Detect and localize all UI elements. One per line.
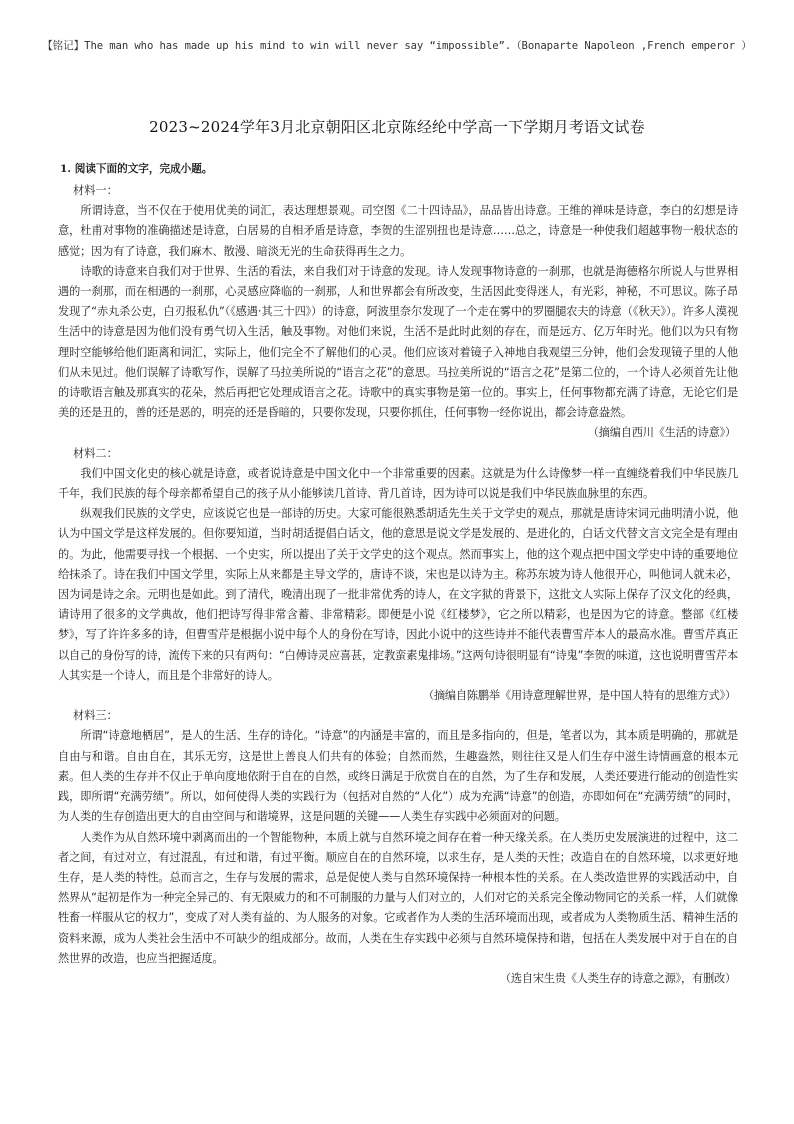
question-heading: 1. 阅读下面的文字，完成小题。 [60, 163, 213, 175]
page-title: 2023~2024学年3月北京朝阳区北京陈经纶中学高一下学期月考语文试卷 [149, 118, 645, 136]
material-3-source: （选自宋生贵《人类生存的诗意之源》，有删改） [499, 971, 736, 985]
material-1-label: 材料一： [73, 184, 118, 197]
material-2-paragraph: 我们中国文化史的核心就是诗意，或者说诗意是中国文化中一个非常重要的因素。这就是为什么诗像梦一样一直缠绕着我们中华民族几千年，我们民族的每个母亲都希望自己的孩子从小能够读几首诗、背几首诗，因为诗可以说是我们中华民族血脉里的东西。 [58, 466, 738, 501]
material-1-paragraph: 诗歌的诗意来自我们对于世界、生活的看法，来自我们对于诗意的发现。诗人发现事物诗意的一刹那，也就是海德格尔所说人与世界相遇的一刹那，而在相遇的一刹那，心灵感应降临的一刹那，人和世界都会有所改变，生活因此变得迷人，有光彩，神秘，不可思议。陈子昂发现了“赤丸杀公吏，白刃报私仇”（《感遇·其三十四》）的诗意，阿波里奈尔发现了一个走在雾中的罗圈腿农夫的诗意（《秋天》）。许多人漠视生活中的诗意是因为他们没有勇气切入生活，触及事物。对他们来说，生活不是此时此刻的存在，而是远方、亿万年时光。他们以为只有物理时空能够给他们距离和词汇，实际上，他们完全不了解他们的心灵。他们应该对着镜子入神地自我观望三分钟，他们会发现镜子里的人他们从未见过。他们误解了诗歌写作，误解了马拉美所说的“语言之花”的意思。马拉美所说的“语言之花”是第二位的，一个诗人必须首先让他的诗歌语言触及那真实的花朵，然后再把它处理成语言之花。诗歌中的真实事物是第一位的。事实上，任何事物都充满了诗意，无论它们是美的还是丑的，善的还是恶的，明亮的还是昏暗的，只要你发现，只要你抓住，任何事物一经你说出，都会诗意盎然。 [58, 264, 738, 420]
material-3-paragraph: 所谓“诗意地栖居”，是人的生活、生存的诗化。“诗意”的内涵是丰富的，而且是多指向的，但是，笔者以为，其本质是明确的，那就是自由与和谐。自由自在，其乐无穷，这是世上善良人们共有的体验；自然而然，生趣盎然，则往往又是人们生存中滋生诗情画意的根本元素。但人类的生存并不仅止于单向度地依附于自在的自然，或终日满足于欣赏自在的自然，为了生存和发展，人类还要进行能动的创造性实践，即所谓“充满劳绩”。所以，如何使得人类的实践行为（包括对自然的“人化”）成为充满“诗意”的创造，亦即如何在“充满劳绩”的同时，为人类的生存创造出更大的自由空间与和谐境界，这是问题的关键——人类生存实践中必须面对的问题。 [58, 729, 738, 824]
material-3-label: 材料三： [73, 709, 118, 723]
motto-header: 【铭记】The man who has made up his mind to win will never say “impossible”.（Bonaparte Napoleon ,French emperor ） [42, 40, 752, 52]
material-2-label: 材料二： [73, 446, 118, 460]
material-2-paragraph: 纵观我们民族的文学史，应该说它也是一部诗的历史。大家可能很熟悉胡适先生关于文学史的观点，那就是唐诗宋词元曲明清小说，他认为中国文学是这样发展的。但你要知道，当时胡适提倡白话文，他的意思是说文学是发展的、是进化的，白话文代替文言文完全是有理由的。为此，他需要寻找一个根据、一个史实，所以提出了关于文学史的这个观点。然而事实上，他的这个观点把中国文学史中诗的重要地位给抹杀了。诗在我们中国文学里，实际上从来都是主导文学的，唐诗不谈，宋也是以诗为主。称苏东坡为诗人他很开心，叫他词人就未必，因为词是诗之余。元明也是如此。到了清代，晚清出现了一批非常优秀的诗人，在文字狱的背景下，这批文人实际上保存了汉文化的经典，请诗用了很多的文学典故，他们把诗写得非常含蓄、非常精彩。即便是小说《红楼梦》，它之所以精彩，也是因为它的诗意。整部《红楼梦》，写了许许多多的诗，但曹雪芹是根据小说中每个人的身份在写诗，因此小说中的这些诗并不能代表曹雪芹本人的最高水准。曹雪芹真正以自己的身份写的诗，流传下来的只有两句：“白傅诗灵应喜甚，定教蛮素鬼排场。”这两句诗很明显有“诗鬼”李贺的味道，这也说明曹雪芹本人其实是一个诗人，而且是个非常好的诗人。 [58, 507, 738, 682]
reading-passage [58, 159, 738, 989]
material-3-paragraph: 人类作为从自然环境中剥离而出的一个智能物种，本质上就与自然环境之间存在着一种天缘关系。在人类历史发展演进的过程中，这二者之间，有过对立，有过混乱，有过和谐，有过平衡。顺应自在的自然环境，以求生存，是人类的天性；改造自在的自然环境，以求更好地生存，是人类的特性。总而言之，生存与发展的需求，总是促使人类与自然环境保持一种根本性的关系。在人类改造世界的实践活动中，自然界从“起初是作为一种完全异己的、有无限威力的和不可制服的力量与人们对立的，人们对它的关系完全像动物同它的关系一样，人们就像牲畜一样服从它的权力”，变成了对人类有益的、为人服务的对象。它或者作为人类的生活环境而出现，或者成为人类物质生活、精神生活的资料来源，成为人类社会生活中不可缺少的组成部分。故而，人类在生存实践中必须与自然环境保持和谐，包括在人类发展中对于自在的自然世界的改造，也应当把握适度。 [58, 830, 738, 965]
material-2-source: （摘编自陈鹏举《用诗意理解世界，是中国人特有的思维方式》） [422, 689, 736, 703]
material-1-source: （摘编自西川《生活的诗意》） [587, 426, 736, 440]
material-1-paragraph: 所谓诗意，当不仅在于使用优美的词汇，表达理想景观。司空图《二十四诗品》，品品皆出诗意。王维的禅味是诗意，李白的幻想是诗意，杜甫对事物的准确描述是诗意，白居易的自相矛盾是诗意，李贺的生涩别扭也是诗意……总之，诗意是一种使我们超越事物一般状态的感觉；因为有了诗意，我们麻木、散漫、暗淡无光的生命获得再生之力。 [58, 204, 738, 258]
